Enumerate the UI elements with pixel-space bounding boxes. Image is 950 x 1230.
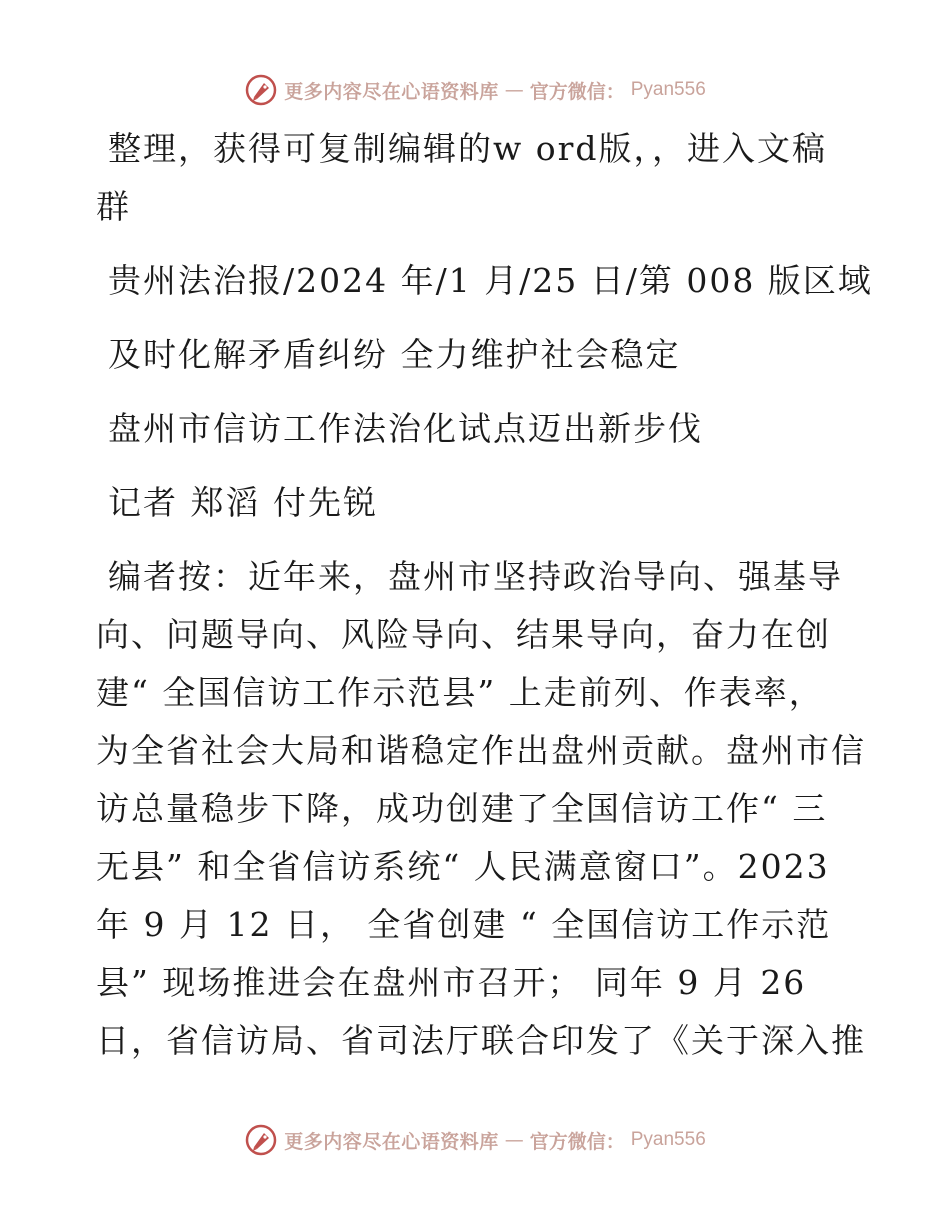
body-line: 年 9 月 12 日， 全省创建 “ 全国信访工作示范 (96, 905, 832, 944)
body-line: 访总量稳步下降，成功创建了全国信访工作“ 三 (96, 789, 828, 828)
watermark-wechat-label: 官方微信： (529, 1130, 625, 1153)
intro-line-1: 整理，获得可复制编辑的w ord版，，进入文稿 (108, 129, 828, 168)
body-line: 建“ 全国信访工作示范县” 上走前列、作表率， (96, 673, 824, 712)
body-line: 无县” 和全省信访系统“ 人民满意窗口”。2023 (96, 847, 830, 886)
bottom-watermark-banner (0, 1120, 950, 1160)
watermark-wechat-label: 官方微信： (529, 80, 625, 103)
watermark-site-text: 更多内容尽在心语资料库 (284, 1130, 499, 1153)
document-content (96, 120, 873, 1070)
byline: 记者 郑滔 付先锐 (108, 483, 378, 522)
watermark-wechat-id: Pyan556 (630, 79, 706, 100)
headline-2: 盘州市信访工作法治化试点迈出新步伐 (108, 409, 703, 448)
watermark-dash: — (504, 79, 524, 101)
watermark-dash: — (504, 1129, 524, 1151)
body-line: 编者按：近年来，盘州市坚持政治导向、强基导 (108, 557, 843, 596)
headline-1: 及时化解矛盾纠纷 全力维护社会稳定 (108, 335, 681, 374)
body-line: 县” 现场推进会在盘州市召开； 同年 9 月 26 (96, 963, 807, 1002)
top-watermark-banner (0, 70, 950, 110)
source-line: 贵州法治报/2024 年/1 月/25 日/第 008 版区域 (108, 261, 873, 300)
body-line: 向、问题导向、风险导向、结果导向，奋力在创 (96, 615, 831, 654)
body-line: 为全省社会大局和谐稳定作出盘州贡献。盘州市信 (96, 731, 866, 770)
pen-nib-circle-icon (244, 73, 278, 107)
watermark-site-text: 更多内容尽在心语资料库 (284, 80, 499, 103)
body-line: 日，省信访局、省司法厅联合印发了《关于深入推 (96, 1021, 866, 1060)
intro-line-2: 群 (96, 187, 131, 226)
pen-nib-circle-icon (244, 1123, 278, 1157)
watermark-wechat-id: Pyan556 (630, 1129, 706, 1150)
